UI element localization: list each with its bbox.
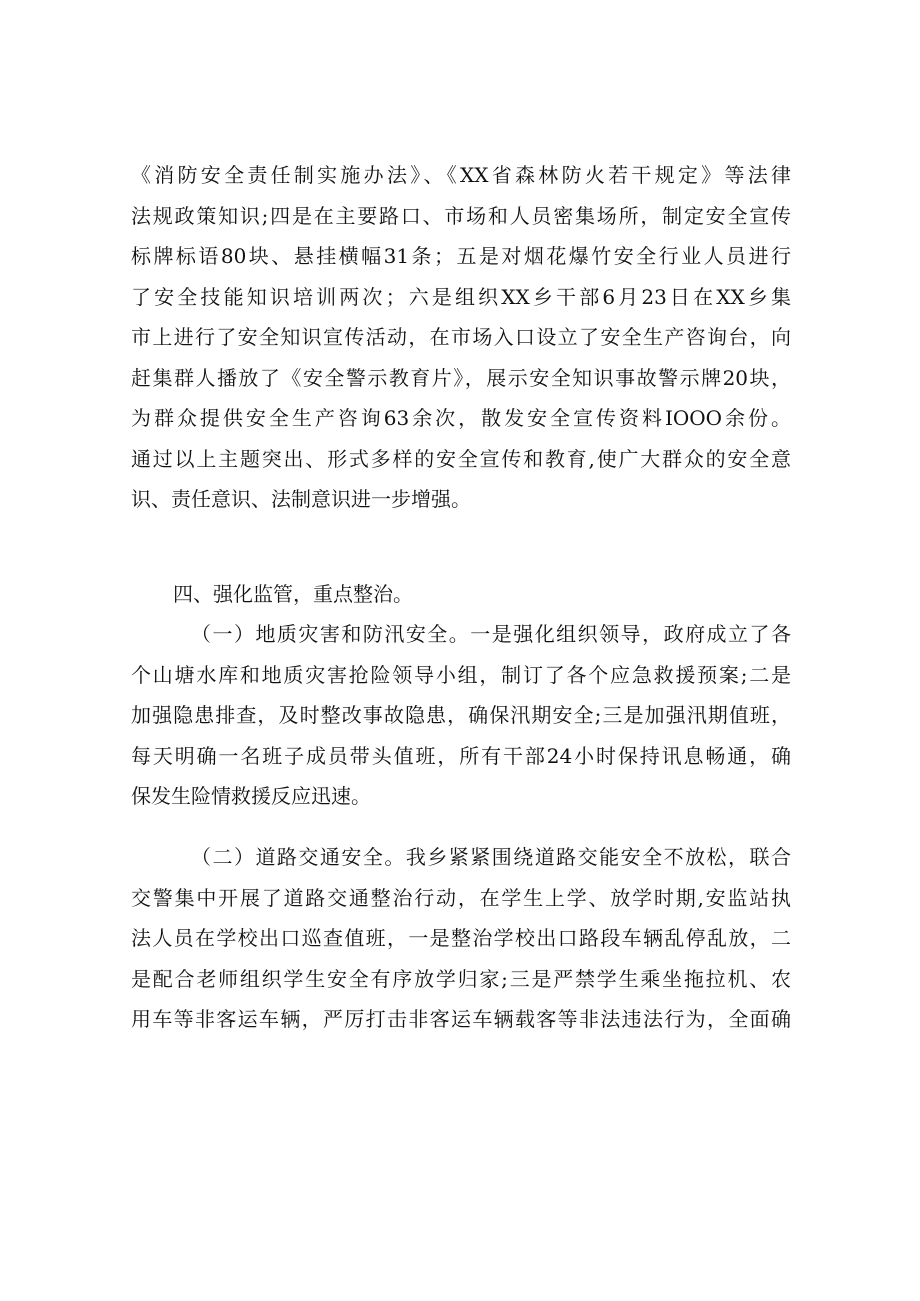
- text-line: 为群众提供安全生产咨询63余次，散发安全宣传资料IOOO余份。: [131, 406, 791, 430]
- text-line: 《消防安全责任制实施办法》、《XX省森林防火若干规定》等法律: [131, 163, 791, 187]
- paragraph-continuation: [131, 155, 791, 520]
- heading-line: 四、强化监管，重点整治。: [173, 582, 413, 606]
- text-line: （一）地质灾害和防汛安全。一是强化组织领导，政府成立了各: [191, 622, 791, 646]
- text-line: 交警集中开展了道路交通整治行动，在学生上学、放学时期,安监站执: [131, 885, 791, 910]
- paragraph-section-1: [131, 614, 791, 817]
- text-line: 每天明确一名班子成员带头值班，所有干部24小时保持讯息畅通，确: [131, 743, 791, 768]
- text-line: 个山塘水库和地质灾害抢险领导小组，制订了各个应急救援预案;二是: [131, 662, 791, 687]
- text-line: 赶集群人播放了《安全警示教育片》，展示安全知识事故警示牌20块，: [131, 365, 791, 390]
- text-line: 法规政策知识;四是在主要路口、市场和人员密集场所，制定安全宣传: [131, 203, 791, 228]
- paragraph-section-2: [131, 837, 791, 1040]
- text-line: 加强隐患排查，及时整改事故隐患，确保汛期安全;三是加强汛期值班，: [131, 703, 791, 727]
- text-line: 了安全技能知识培训两次；六是组织XX乡干部6月23日在XX乡集: [131, 284, 791, 309]
- text-line: 市上进行了安全知识宣传活动，在市场入口设立了安全生产咨询台，向: [131, 325, 791, 349]
- text-line: 识、责任意识、法制意识进一步增强。: [131, 487, 471, 511]
- text-line: 标牌标语80块、悬挂横幅31条；五是对烟花爆竹安全行业人员进行: [131, 244, 791, 268]
- text-line: （二）道路交通安全。我乡紧紧围绕道路交能安全不放松，联合: [191, 845, 791, 869]
- text-line: 法人员在学校出口巡查值班，一是整治学校出口路段车辆乱停乱放，二: [131, 926, 791, 950]
- text-line: 保发生险情救援反应迅速。: [131, 784, 371, 808]
- text-line: 通过以上主题突出、形式多样的安全宣传和教育,使广大群众的安全意: [131, 446, 791, 471]
- text-line: 用车等非客运车辆，严厉打击非客运车辆载客等非法违法行为，全面确: [131, 1007, 791, 1031]
- section-heading-4: [131, 574, 791, 615]
- text-line: 是配合老师组织学生安全有序放学归家;三是严禁学生乘坐拖拉机、农: [131, 966, 791, 991]
